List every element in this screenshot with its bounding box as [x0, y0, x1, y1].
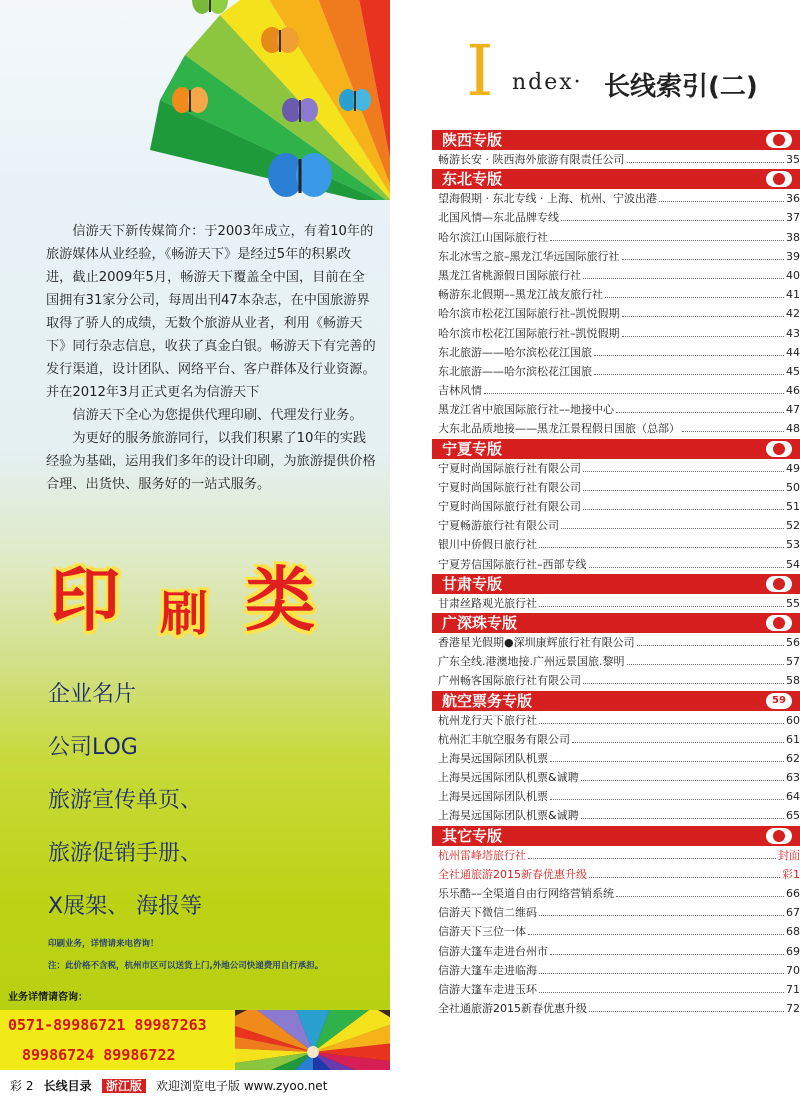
leader-dots — [589, 999, 784, 1012]
index-entry[interactable] — [432, 942, 800, 961]
entry-name: 哈尔滨江山国际旅行社 — [438, 230, 548, 244]
entry-name: 全社通旅游2015新春优惠升级 — [438, 867, 587, 881]
footer-title: 长线目录 — [43, 1079, 92, 1093]
entry-page-number: 封面 — [778, 848, 800, 862]
entry-name: 宁夏芳信国际旅行社–西部专线 — [438, 557, 587, 571]
index-entry[interactable] — [432, 266, 800, 285]
leader-dots — [594, 362, 784, 375]
leader-dots — [589, 555, 785, 568]
index-entry[interactable] — [432, 304, 800, 323]
index-title-word: ndex· — [512, 70, 583, 95]
entry-name: 杭州龙行天下旅行社 — [438, 713, 537, 727]
phone-numbers — [8, 1010, 207, 1070]
section-dot-icon — [766, 441, 792, 457]
edition-tag: 浙江版 — [102, 1079, 146, 1093]
entry-page-number: 64 — [786, 790, 800, 804]
colored-pencils-image — [235, 1010, 390, 1070]
index-entry[interactable] — [432, 478, 800, 497]
leader-dots — [550, 942, 784, 955]
leader-dots — [622, 247, 785, 260]
leader-dots — [581, 806, 784, 819]
leader-dots — [550, 787, 784, 800]
index-entry[interactable] — [432, 228, 800, 247]
leader-dots — [561, 208, 784, 221]
index-entry[interactable] — [432, 922, 800, 941]
leader-dots — [583, 478, 784, 491]
entry-name: 哈尔滨市松花江国际旅行社–凯悦假期 — [438, 326, 620, 340]
section-title: 广深珠专版 — [442, 613, 518, 632]
section-header — [432, 574, 800, 594]
entry-page-number: 57 — [786, 655, 800, 669]
entry-page-number: 62 — [786, 751, 800, 765]
entry-page-number: 72 — [786, 1002, 800, 1016]
entry-page-number: 36 — [786, 192, 800, 206]
leader-dots — [539, 711, 784, 724]
index-section — [432, 130, 800, 169]
section-dot-icon — [766, 615, 792, 631]
section-dot-icon — [766, 828, 792, 844]
section-header — [432, 130, 800, 150]
entry-page-number: 35 — [786, 153, 800, 166]
entry-page-number: 68 — [786, 925, 800, 939]
intro-paragraph: 为更好的服务旅游同行，以我们积累了10年的实践经验为基础，运用我们多年的设计印刷，为旅游提供价格合理、出货快、服务好的一站式服务。 — [46, 431, 376, 492]
leader-dots — [583, 266, 784, 279]
index-entry[interactable] — [432, 285, 800, 304]
section-title: 宁夏专版 — [442, 439, 503, 458]
index-section — [432, 439, 800, 574]
promo-panel — [0, 0, 390, 1070]
entry-page-number: 60 — [786, 713, 800, 727]
section-title: 其它专版 — [442, 826, 503, 845]
entry-page-number: 70 — [786, 963, 800, 977]
index-section — [432, 826, 800, 1019]
leader-dots — [583, 459, 784, 472]
index-entry[interactable] — [432, 459, 800, 478]
company-intro — [46, 220, 376, 496]
section-dot-icon — [766, 171, 792, 187]
leader-dots — [637, 633, 784, 646]
entry-page-number: 46 — [786, 384, 800, 398]
entry-name: 信游大篷车走进台州市 — [438, 944, 548, 958]
index-entry[interactable] — [432, 419, 800, 438]
index-entry[interactable] — [432, 189, 800, 208]
entry-name: 大东北品质地接——黑龙江景程假日国旅（总部） — [438, 422, 680, 436]
leader-dots — [572, 730, 784, 743]
entry-name: 全社通旅游2015新春优惠升级 — [438, 1002, 587, 1016]
page-footer — [0, 1070, 800, 1100]
leader-dots — [583, 671, 784, 684]
index-entry[interactable] — [432, 516, 800, 535]
entry-name: 黑龙江省桃源假日国际旅行社 — [438, 268, 581, 282]
index-entry[interactable] — [432, 150, 800, 169]
contact-label: 业务详情请咨询： — [8, 992, 88, 1003]
leader-dots — [539, 594, 784, 607]
entry-name: 哈尔滨市松花江国际旅行社–凯悦假期 — [438, 307, 620, 321]
phone-line: 89986724 89986722 — [22, 1046, 176, 1064]
entry-page-number: 52 — [786, 519, 800, 533]
leader-dots — [561, 516, 784, 529]
index-entry[interactable] — [432, 768, 800, 787]
entry-name: 上海昊远国际团队机票 — [438, 751, 548, 765]
leader-dots — [539, 535, 784, 548]
entry-name: 东北旅游——哈尔滨松花江国旅 — [438, 345, 592, 359]
index-entry[interactable] — [432, 555, 800, 574]
index-section — [432, 613, 800, 691]
index-entry[interactable] — [432, 730, 800, 749]
index-entry[interactable] — [432, 633, 800, 652]
leader-dots — [539, 903, 784, 916]
section-title: 陕西专版 — [442, 131, 503, 149]
leader-dots — [659, 189, 784, 202]
leader-dots — [682, 419, 784, 432]
entry-name: 东北冰雪之旅–黑龙江华远国际旅行社 — [438, 249, 620, 263]
index-section — [432, 691, 800, 826]
leader-dots — [616, 400, 784, 413]
leader-dots — [605, 285, 784, 298]
product-item: 企业名片 — [48, 682, 137, 707]
entry-name: 信游天下三位一体 — [438, 925, 526, 939]
product-item: X展架、 海报等 — [48, 894, 203, 919]
index-entry[interactable] — [432, 208, 800, 227]
footer-text — [10, 1077, 327, 1094]
leader-dots — [589, 865, 780, 878]
entry-page-number: 56 — [786, 635, 800, 649]
entry-page-number: 48 — [786, 422, 800, 436]
index-list — [432, 130, 800, 1018]
index-section — [432, 574, 800, 613]
entry-name: 畅游东北假期––黑龙江战友旅行社 — [438, 288, 603, 302]
index-entry[interactable] — [432, 652, 800, 671]
heading-char: 印 — [50, 559, 120, 641]
index-entry[interactable] — [432, 247, 800, 266]
entry-page-number: 37 — [786, 211, 800, 225]
entry-page-number: 45 — [786, 364, 800, 378]
entry-page-number: 66 — [786, 887, 800, 900]
section-dot-icon — [766, 132, 792, 148]
entry-page-number: 50 — [786, 480, 800, 494]
leader-dots — [550, 749, 784, 762]
index-entry[interactable] — [432, 999, 800, 1018]
entry-name: 甘肃丝路观光旅行社 — [438, 596, 537, 610]
section-header — [432, 613, 800, 633]
leader-dots — [550, 228, 784, 241]
entry-name: 北国风情—东北品牌专线 — [438, 211, 559, 225]
leader-dots — [583, 497, 784, 510]
entry-page-number: 41 — [786, 288, 800, 302]
entry-page-number: 54 — [786, 557, 800, 571]
entry-name: 乐乐酷––全渠道自由行网络营销系统 — [438, 887, 614, 900]
index-entry[interactable] — [432, 846, 800, 865]
index-section — [432, 169, 800, 438]
entry-name: 黑龙江省中旅国际旅行社––地接中心 — [438, 403, 614, 417]
section-title: 甘肃专版 — [442, 574, 503, 593]
section-title: 东北专版 — [442, 170, 503, 189]
entry-page-number: 53 — [786, 538, 800, 552]
print-category-heading — [50, 560, 370, 650]
entry-page-number: 69 — [786, 944, 800, 958]
index-entry[interactable] — [432, 343, 800, 362]
entry-name: 畅游长安 · 陕西海外旅游有限责任公司 — [438, 153, 625, 166]
section-page-badge: 59 — [766, 693, 792, 709]
page-number: 彩 2 — [10, 1079, 34, 1093]
entry-page-number: 61 — [786, 732, 800, 746]
entry-name: 银川中侨假日旅行社 — [438, 538, 537, 552]
heading-char: 刷 — [160, 586, 209, 642]
entry-page-number: 43 — [786, 326, 800, 340]
leader-dots — [594, 343, 784, 356]
index-entry[interactable] — [432, 400, 800, 419]
entry-page-number: 71 — [786, 982, 800, 996]
leader-dots — [581, 768, 784, 781]
index-entry[interactable] — [432, 671, 800, 690]
index-entry[interactable] — [432, 324, 800, 343]
product-item: 旅游宣传单页、 — [48, 788, 203, 813]
index-entry[interactable] — [432, 381, 800, 400]
entry-name: 杭州雷峰塔旅行社 — [438, 848, 526, 862]
entry-page-number: 58 — [786, 674, 800, 688]
index-entry[interactable] — [432, 806, 800, 825]
heading-char: 类 — [245, 559, 315, 641]
entry-page-number: 67 — [786, 906, 800, 920]
entry-name: 信游大篷车走进临海 — [438, 963, 537, 977]
index-entry[interactable] — [432, 535, 800, 554]
leader-dots — [627, 150, 785, 163]
index-entry[interactable] — [432, 980, 800, 999]
leader-dots — [616, 884, 784, 897]
intro-paragraph: 信游天下新传媒简介：于2003年成立，有着10年的旅游媒体从业经验，《畅游天下》是经过5年的积累改进，截止2009年5月，畅游天下覆盖全中国，目前在全国拥有31家分公司，每周出刊47本杂志，在中国旅游界取得了骄人的成绩，无数个旅游从业者，利用《畅游天下》同行杂志信息，收获了真金白银。畅游天下有完善的发行渠道，设计团队、网络平台、客户群体及行业资源。并在2012年3月正式更名为信游天下 — [46, 224, 376, 400]
entry-name: 上海昊远国际团队机票 — [438, 790, 548, 804]
index-entry[interactable] — [432, 711, 800, 730]
index-entry[interactable] — [432, 787, 800, 806]
index-title-cn: 长线索引(二) — [604, 72, 758, 102]
entry-page-number: 42 — [786, 307, 800, 321]
footer-url-text: 欢迎浏览电子版 www.zyoo.net — [156, 1079, 328, 1093]
section-header — [432, 169, 800, 189]
entry-name: 上海昊远国际团队机票&诚聘 — [438, 771, 579, 785]
note-line: 印刷业务，详情请来电咨询！ — [48, 939, 159, 949]
phone-line: 0571-89986721 89987263 — [8, 1016, 207, 1034]
entry-name: 宁夏时尚国际旅行社有限公司 — [438, 480, 581, 494]
entry-name: 宁夏时尚国际旅行社有限公司 — [438, 461, 581, 475]
leader-dots — [539, 980, 784, 993]
print-notes — [48, 933, 388, 977]
index-title-initial: I — [466, 30, 494, 112]
index-entry[interactable] — [432, 749, 800, 768]
color-fan-butterflies-image — [150, 0, 390, 200]
note-line: 注：此价格不含税，杭州市区可以送货上门,外地公司快递费用自行承担。 — [48, 961, 324, 971]
contact-box — [0, 992, 235, 1070]
product-list — [48, 668, 368, 933]
section-header — [432, 439, 800, 459]
entry-name: 吉林风情 — [438, 384, 482, 398]
index-panel — [432, 0, 800, 1070]
product-item: 公司LOG — [48, 735, 138, 760]
entry-page-number: 47 — [786, 403, 800, 417]
index-entry[interactable] — [432, 865, 800, 884]
entry-name: 宁夏时尚国际旅行社有限公司 — [438, 500, 581, 513]
entry-page-number: 51 — [786, 500, 800, 513]
entry-name: 杭州汇丰航空服务有限公司 — [438, 732, 570, 746]
entry-page-number: 彩1 — [782, 867, 800, 881]
entry-name: 信游大篷车走进玉环 — [438, 982, 537, 996]
entry-name: 信游天下微信二维码 — [438, 906, 537, 920]
entry-page-number: 38 — [786, 230, 800, 244]
leader-dots — [539, 961, 784, 974]
index-entry[interactable] — [432, 884, 800, 903]
entry-page-number: 49 — [786, 461, 800, 475]
entry-name: 东北旅游——哈尔滨松花江国旅 — [438, 364, 592, 378]
leader-dots — [484, 381, 784, 394]
entry-name: 上海昊远国际团队机票&诚聘 — [438, 809, 579, 823]
product-item: 旅游促销手册、 — [48, 841, 203, 866]
entry-name: 宁夏畅游旅行社有限公司 — [438, 519, 559, 533]
index-entry[interactable] — [432, 497, 800, 516]
index-entry[interactable] — [432, 903, 800, 922]
section-header — [432, 826, 800, 846]
entry-page-number: 44 — [786, 345, 800, 359]
entry-name: 广州畅客国际旅行社有限公司 — [438, 674, 581, 688]
entry-name: 广东全线.港澳地接.广州远景国旅.黎明 — [438, 655, 625, 669]
section-dot-icon — [766, 576, 792, 592]
entry-name: 香港星光假期●深圳康辉旅行社有限公司 — [438, 635, 635, 649]
entry-page-number: 39 — [786, 249, 800, 263]
leader-dots — [627, 652, 785, 665]
index-entry[interactable] — [432, 961, 800, 980]
leader-dots — [528, 922, 784, 935]
leader-dots — [622, 304, 785, 317]
entry-page-number: 40 — [786, 268, 800, 282]
entry-page-number: 55 — [786, 596, 800, 610]
index-entry[interactable] — [432, 594, 800, 613]
entry-page-number: 63 — [786, 771, 800, 785]
entry-page-number: 65 — [786, 809, 800, 823]
index-entry[interactable] — [432, 362, 800, 381]
leader-dots — [528, 846, 776, 859]
section-title: 航空票务专版 — [442, 691, 533, 710]
entry-name: 望海假期 · 东北专线 · 上海、杭州、宁波出港 — [438, 192, 657, 206]
leader-dots — [622, 324, 785, 337]
intro-paragraph: 信游天下全心为您提供代理印刷、代理发行业务。 — [72, 408, 363, 423]
section-header — [432, 691, 800, 711]
